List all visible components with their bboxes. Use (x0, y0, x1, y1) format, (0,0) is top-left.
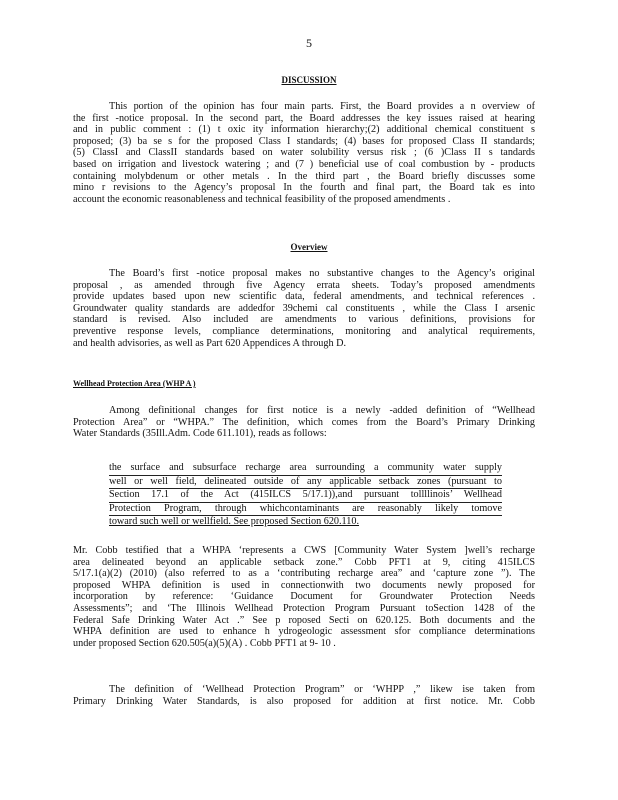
whpa-paragraph (73, 405, 535, 440)
whpp-paragraph (73, 684, 535, 707)
text-line: the first -notice proposal. In the second part, the Board addresses the key issues raised at hearing (73, 112, 535, 124)
text-line: mino r revisions to the Agency’s proposal In the fourth and final part, the Board tak es into (73, 182, 535, 194)
quote-line: Protection Program, through whichcontaminants are reasonably likely tomove (109, 503, 502, 517)
text-line: Assessments”; and ‘The Illinois Wellhead Protection Program Pursuant toSection 1428 of the (73, 602, 535, 614)
text-line: Federal Safe Drinking Water Act .” See p roposed Secti on 620.125. Both documents and the (73, 614, 535, 626)
subheading-whpa-text: Wellhead Protection Area (WHP A ) (73, 379, 196, 388)
text-line: containing molybdenum or other metals . In the third part , the Board briefly discusses some (73, 170, 535, 182)
quote-line: well or well field, delineated outside of any applicable setback zones (pursuant to (109, 476, 502, 490)
text-line: provide updates based upon new scientific data, federal amendments, and technical references . (73, 291, 535, 303)
cobb-paragraph (73, 545, 535, 649)
text-line: and health advisories, as well as Part 620 Appendices A through D. (73, 337, 347, 349)
text-line: based on irrigation and livestock watering ; and (7 ) beneficial use of coal combustion by - products (73, 158, 535, 170)
text-line: under proposed Section 620.505(a)(5)(A) . Cobb PFT1 at 9- 10 . (73, 637, 336, 649)
text-line: standard is revised. Also included are amendments to various definitions, provisions for (73, 314, 535, 326)
text-line: This portion of the opinion has four main parts. First, the Board provides a n overview of (109, 101, 535, 112)
text-line: Primary Drinking Water Standards, is also proposed for addition at first notice. Mr. Cobb (73, 695, 535, 707)
text-line: Protection Area” or “WHPA.” The definition, which comes from the Board’s Primary Drinking (73, 416, 535, 428)
text-line: WHPA definition are used to enhance h ydrogeologic assessment sfor compliance determinations (73, 626, 535, 638)
page-number: 5 (306, 36, 312, 50)
overview-paragraph (73, 268, 535, 349)
text-line: Water Standards (35Ill.Adm. Code 611.101), reads as follows: (73, 428, 327, 440)
text-line: incorporation by reference: ‘Guidance Document for Groundwater Protection Needs (73, 591, 535, 603)
text-line: proposed; (3) ba se s for the proposed Class I standards; (4) bases for proposed Class II standards; (73, 135, 535, 147)
text-line: Groundwater quality standards are addedfor 39chemi cal constituents , while the Class I arsenic (73, 302, 535, 314)
text-line: The Board’s first -notice proposal makes no substantive changes to the Agency’s original (109, 268, 535, 279)
heading-overview-text: Overview (290, 242, 328, 252)
text-line: Mr. Cobb testified that a WHPA ‘represents a CWS [Community Water System ]well’s recharge (73, 545, 535, 556)
text-line: area delineated beyond an applicable setback zone.” Cobb PFT1 at 9, citing 415ILCS (73, 556, 535, 568)
text-line: 5/17.1(a)(2) (2010) (also referred to as a ‘contributing recharge area” and ‘capture zone ”). The (73, 568, 535, 580)
text-line: The definition of ‘Wellhead Protection Program” or ‘WHPP ,” likew ise taken from (109, 684, 535, 695)
heading-discussion-text: DISCUSSION (281, 75, 337, 85)
block-quote (109, 462, 502, 529)
discussion-paragraph (73, 101, 535, 205)
text-line: account the economic reasonableness and technical feasibility of the proposed amendments . (73, 193, 451, 205)
text-line: preventive response levels, compliance determinations, monitoring and analytical requirements, (73, 325, 535, 337)
text-line: and in public comment : (1) t oxic ity information hierarchy;(2) additional chemical constituent s (73, 124, 535, 136)
quote-line: Section 17.1 of the Act (415ILCS 5/17.1)),and pursuant tollllinois’ Wellhead (109, 489, 502, 503)
text-line: proposal , as amended through five Agency errata sheets. Today’s proposed amendments (73, 279, 535, 291)
quote-line: the surface and subsurface recharge area surrounding a community water supply (109, 462, 502, 476)
text-line: (5) ClassI and ClassII standards based on water solubility versus risk ; (6 )Class II s tandards (73, 147, 535, 159)
text-line: Among definitional changes for first notice is a newly -added definition of “Wellhead (109, 405, 535, 416)
subheading-whpa (73, 379, 373, 388)
heading-overview (0, 242, 618, 252)
heading-discussion (0, 75, 618, 85)
text-line: proposed WHPA definition is used in connectionwith two documents newly proposed for (73, 579, 535, 591)
quote-line: toward such well or wellfield. See proposed Section 620.110. (109, 516, 360, 528)
